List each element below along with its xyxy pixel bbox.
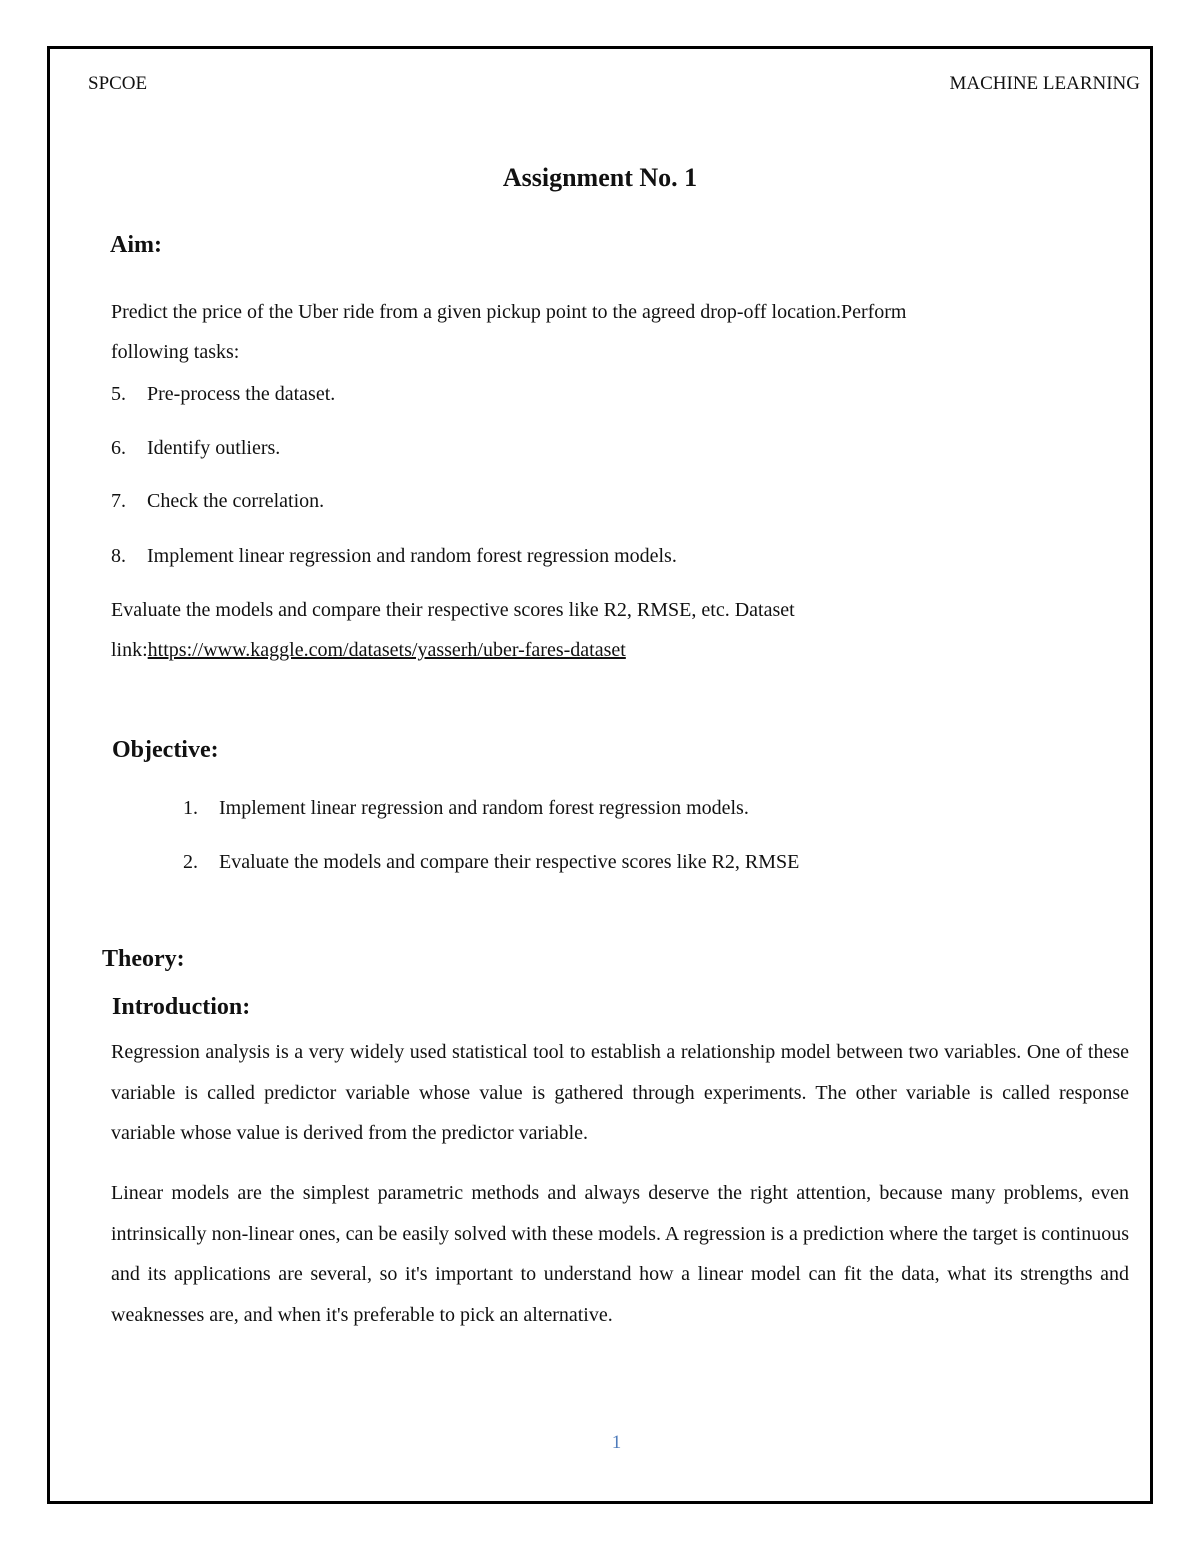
task-number: 5. xyxy=(111,383,126,405)
theory-heading: Theory: xyxy=(102,946,185,972)
objective-number: 2. xyxy=(183,851,198,873)
aim-line-1: Predict the price of the Uber ride from a given pickup point to the agreed drop-off location.Perform xyxy=(111,301,907,323)
task-item xyxy=(111,490,324,513)
aim-heading: Aim: xyxy=(110,232,162,258)
theory-paragraph-2: Linear models are the simplest parametric methods and always deserve the right attention, because many problems, even intrinsically non-linear ones, can be easily solved with these models. A regression is a prediction where the target is continuous and its applications are several, so it's important to understand how a linear model can fit the data, what its strengths and weaknesses are, and when it's preferable to pick an alternative. xyxy=(111,1182,1129,1326)
objective-number: 1. xyxy=(183,797,198,819)
task-item xyxy=(111,437,280,460)
dataset-link-line xyxy=(111,630,626,670)
task-text: Identify outliers. xyxy=(147,437,281,459)
page-title: Assignment No. 1 xyxy=(502,163,698,192)
aim-line-2: following tasks: xyxy=(111,341,240,363)
task-item xyxy=(111,383,335,406)
link-prefix: link: xyxy=(111,639,148,661)
task-number: 7. xyxy=(111,490,126,512)
objective-text: Implement linear regression and random forest regression models. xyxy=(219,797,749,819)
header-left: SPCOE xyxy=(88,73,148,94)
task-text: Check the correlation. xyxy=(147,490,325,512)
task-number: 6. xyxy=(111,437,126,459)
task-text: Implement linear regression and random forest regression models. xyxy=(147,545,677,567)
theory-paragraph-1: Regression analysis is a very widely used statistical tool to establish a relationship model between two variables. One of these variable is called predictor variable whose value is gathered through experiments. The other variable is called response variable whose value is derived from the predictor variable. xyxy=(111,1041,1129,1144)
objective-item xyxy=(183,851,799,874)
task-text: Pre-process the dataset. xyxy=(147,383,336,405)
dataset-link[interactable]: https://www.kaggle.com/datasets/yasserh/uber-fares-dataset xyxy=(147,639,626,661)
evaluate-line: Evaluate the models and compare their respective scores like R2, RMSE, etc. Dataset xyxy=(111,599,795,621)
task-number: 8. xyxy=(111,545,126,567)
objective-heading: Objective: xyxy=(112,737,219,763)
introduction-heading: Introduction: xyxy=(112,994,251,1020)
task-item xyxy=(111,545,677,568)
objective-item xyxy=(183,797,749,820)
header-right: MACHINE LEARNING xyxy=(949,73,1140,94)
objective-text: Evaluate the models and compare their respective scores like R2, RMSE xyxy=(219,851,800,873)
page-number: 1 xyxy=(611,1432,622,1453)
